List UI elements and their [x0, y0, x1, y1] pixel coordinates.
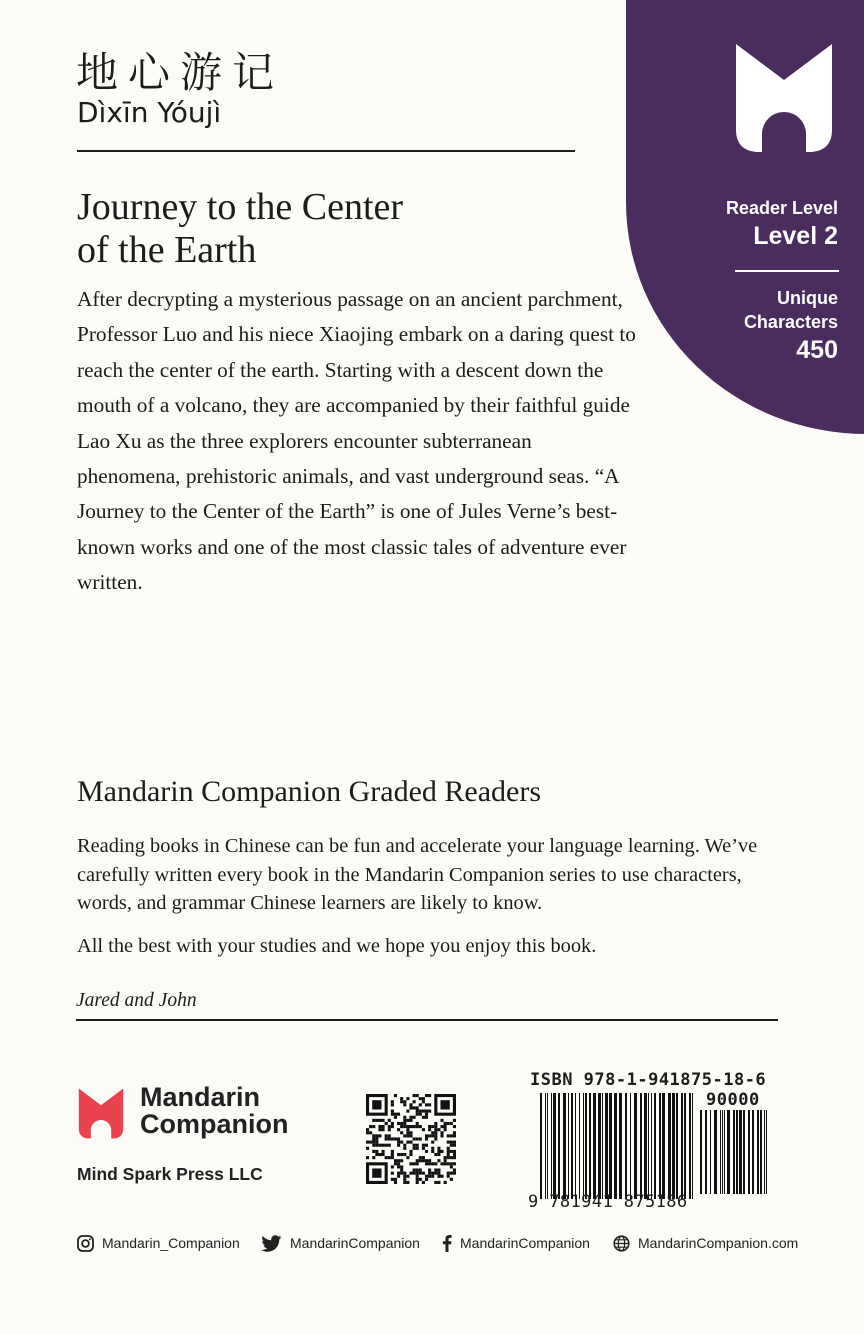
mandarin-companion-logo-icon — [730, 44, 838, 154]
brand-logo-icon — [76, 1088, 126, 1140]
badge-divider — [735, 270, 839, 272]
reader-level-label: Reader Level — [725, 198, 838, 218]
brand-name-line1: Mandarin — [140, 1082, 261, 1112]
isbn-text: ISBN 978-1-941875-18-6 — [530, 1070, 767, 1090]
instagram-handle: Mandarin_Companion — [102, 1235, 240, 1251]
series-paragraph-2: All the best with your studies and we hope you enjoy this book. — [77, 935, 597, 957]
brand-name — [140, 1084, 289, 1138]
unique-characters-count: 450 — [796, 336, 838, 364]
twitter-link[interactable] — [261, 1232, 420, 1254]
twitter-handle: MandarinCompanion — [290, 1235, 420, 1251]
qr-code-icon[interactable] — [366, 1094, 456, 1184]
price-barcode — [700, 1110, 772, 1194]
facebook-icon — [442, 1235, 452, 1252]
website-link[interactable] — [613, 1232, 798, 1254]
instagram-link[interactable] — [77, 1232, 240, 1254]
chinese-title: 地心游记 — [76, 48, 285, 97]
reader-level-value: Level 2 — [753, 222, 838, 250]
title-divider — [77, 150, 575, 152]
facebook-link[interactable] — [442, 1232, 590, 1254]
unique-label: Unique — [777, 288, 838, 308]
globe-icon — [613, 1235, 630, 1252]
isbn-barcode — [540, 1093, 696, 1199]
book-blurb: After decrypting a mysterious passage on an ancient parchment, Professor Luo and his niece Xiaojing embark on a daring quest to reach the center of the earth. Starting with a descent down the mouth of a volcano, they are accompanied by their faithful guide Lao Xu as the three explorers encounter subterranean phenomena, prehistoric animals, and vast underground seas. “A Journey to the Center of the Earth” is one of Jules Verne’s best-known works and one of the most classic tales of adventure ever written. — [77, 287, 636, 595]
twitter-icon — [261, 1235, 282, 1252]
pinyin-title: Dìxīn Yóujì — [77, 96, 222, 129]
english-title-line2: of the Earth — [77, 229, 257, 271]
english-title — [77, 186, 403, 272]
price-code: 90000 — [706, 1090, 760, 1110]
facebook-handle: MandarinCompanion — [460, 1235, 590, 1251]
series-paragraph-1: Reading books in Chinese can be fun and accelerate your language learning. We’ve carefully written every book in the Mandarin Companion series to use characters, words, and grammar Chinese learners are likely to know. — [77, 835, 758, 915]
characters-label: Characters — [743, 312, 838, 332]
instagram-icon — [77, 1235, 94, 1252]
signature: Jared and John — [76, 990, 197, 1011]
brand-name-line2: Companion — [140, 1109, 289, 1139]
series-title: Mandarin Companion Graded Readers — [77, 775, 542, 808]
english-title-line1: Journey to the Center — [77, 186, 404, 228]
publisher-name: Mind Spark Press LLC — [77, 1164, 263, 1184]
barcode-digits: 9 781941 875186 — [528, 1192, 688, 1212]
footer-divider — [76, 1019, 778, 1021]
website-url: MandarinCompanion.com — [638, 1235, 799, 1251]
